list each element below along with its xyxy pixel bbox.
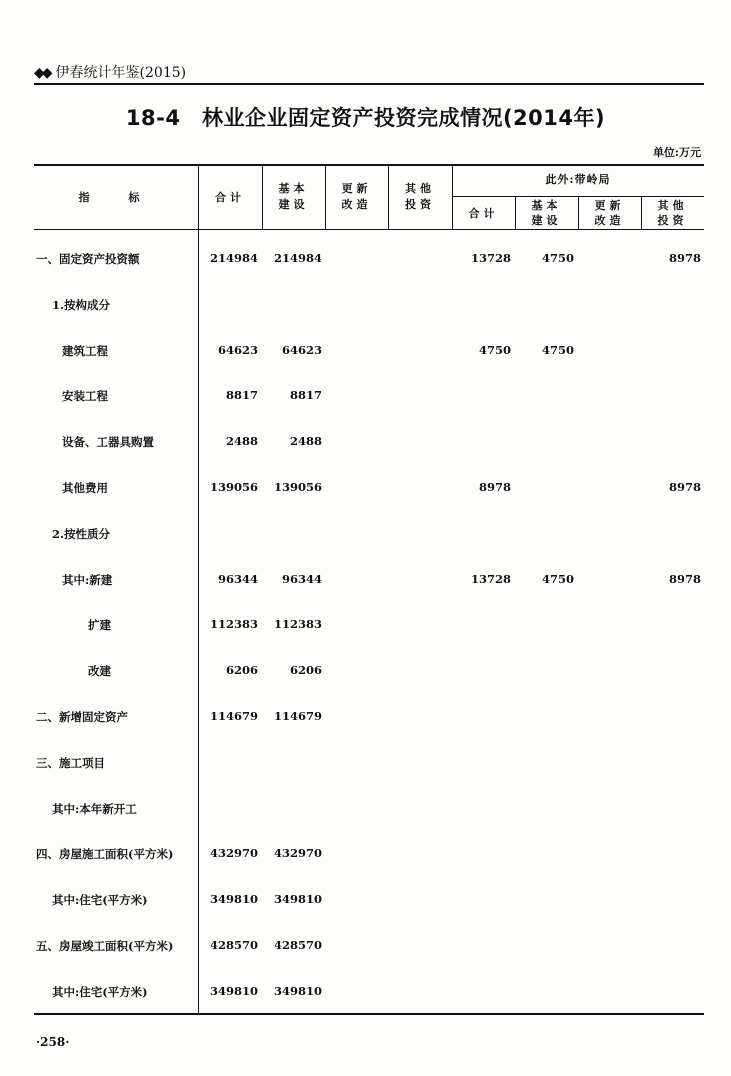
table-row	[34, 615, 704, 635]
table-bottom-rule	[34, 1013, 704, 1015]
cell-total: 114679	[209, 709, 258, 723]
table-row	[34, 844, 704, 864]
cell-s-basic: 4750	[541, 572, 574, 586]
diamond-icon: ◆◆	[34, 65, 50, 81]
cell-basic: 428570	[273, 938, 322, 952]
row-label: 2.按性质分	[52, 527, 111, 541]
table-header-rule	[34, 229, 704, 230]
table-row	[34, 936, 704, 956]
row-label: 其中:住宅(平方米)	[52, 893, 148, 907]
cell-s-total: 4750	[478, 343, 511, 357]
cell-total: 2488	[225, 434, 258, 448]
table-row	[34, 432, 704, 452]
table-row	[34, 524, 704, 544]
row-label: 安装工程	[62, 389, 108, 403]
col-header-sub-total: 合计	[468, 207, 499, 220]
row-label: 其中:本年新开工	[52, 802, 137, 816]
table-row	[34, 295, 704, 315]
col-header-total: 合计	[215, 191, 245, 204]
cell-total: 64623	[217, 343, 258, 357]
row-label: 其他费用	[62, 481, 108, 495]
cell-basic: 96344	[281, 572, 322, 586]
row-label: 二、新增固定资产	[36, 710, 128, 724]
table-row	[34, 478, 704, 498]
cell-s-total: 13728	[470, 572, 511, 586]
table-row	[34, 799, 704, 819]
cell-total: 112383	[209, 617, 258, 631]
cell-basic: 2488	[289, 434, 322, 448]
row-label: 其中:新建	[62, 573, 113, 587]
cell-basic: 8817	[289, 388, 322, 402]
row-label: 一、固定资产投资额	[36, 252, 140, 266]
row-label: 四、房屋施工面积(平方米)	[36, 847, 174, 861]
cell-basic: 349810	[273, 892, 322, 906]
book-title: 伊春统计年鉴(2015)	[55, 65, 187, 81]
col-header-extra-group: 此外:带岭局	[545, 173, 611, 186]
cell-s-other: 8978	[668, 480, 701, 494]
row-label: 五、房屋竣工面积(平方米)	[36, 939, 174, 953]
cell-s-other: 8978	[668, 251, 701, 265]
table-top-rule	[34, 164, 704, 166]
table-row	[34, 570, 704, 590]
row-label: 1.按构成分	[52, 298, 111, 312]
cell-s-basic: 4750	[541, 251, 574, 265]
cell-total: 432970	[209, 846, 258, 860]
cell-basic: 432970	[273, 846, 322, 860]
header-rule	[34, 83, 704, 85]
col-header-sub-other: 其他 投资	[657, 199, 688, 227]
cell-basic: 114679	[273, 709, 322, 723]
cell-s-basic: 4750	[541, 343, 574, 357]
cell-basic: 349810	[273, 984, 322, 998]
cell-basic: 64623	[281, 343, 322, 357]
cell-total: 6206	[225, 663, 258, 677]
table-row	[34, 707, 704, 727]
col-header-renewal: 更新 改造	[341, 182, 372, 211]
col-header-indicator: 指 标	[78, 191, 154, 204]
cell-basic: 214984	[273, 251, 322, 265]
col-header-basic: 基本 建设	[278, 182, 309, 211]
row-label: 改建	[88, 664, 111, 678]
table-row	[34, 341, 704, 361]
cell-total: 349810	[209, 984, 258, 998]
cell-total: 96344	[217, 572, 258, 586]
table-row	[34, 249, 704, 269]
table-row	[34, 982, 704, 1002]
page-title: 18-4 林业企业固定资产投资完成情况(2014年)	[125, 106, 606, 130]
cell-basic: 139056	[273, 480, 322, 494]
table-row	[34, 753, 704, 773]
cell-s-total: 8978	[478, 480, 511, 494]
row-label: 扩建	[88, 618, 111, 632]
page-number: ·258·	[36, 1035, 70, 1049]
cell-total: 428570	[209, 938, 258, 952]
col-header-sub-basic: 基本 建设	[531, 199, 562, 227]
row-label: 三、施工项目	[36, 756, 105, 770]
cell-total: 8817	[225, 388, 258, 402]
cell-total: 214984	[209, 251, 258, 265]
table-row	[34, 386, 704, 406]
col-header-sub-renewal: 更新 改造	[594, 199, 625, 227]
row-label: 建筑工程	[62, 344, 108, 358]
table-row	[34, 890, 704, 910]
cell-s-total: 13728	[470, 251, 511, 265]
cell-basic: 112383	[273, 617, 322, 631]
row-label: 其中:住宅(平方米)	[52, 985, 148, 999]
cell-total: 349810	[209, 892, 258, 906]
cell-basic: 6206	[289, 663, 322, 677]
table-row	[34, 661, 704, 681]
cell-s-other: 8978	[668, 572, 701, 586]
unit-label: 单位:万元	[652, 146, 701, 159]
row-label: 设备、工器具购置	[62, 435, 154, 449]
running-header	[34, 62, 186, 82]
col-header-other: 其他 投资	[405, 182, 435, 211]
cell-total: 139056	[209, 480, 258, 494]
